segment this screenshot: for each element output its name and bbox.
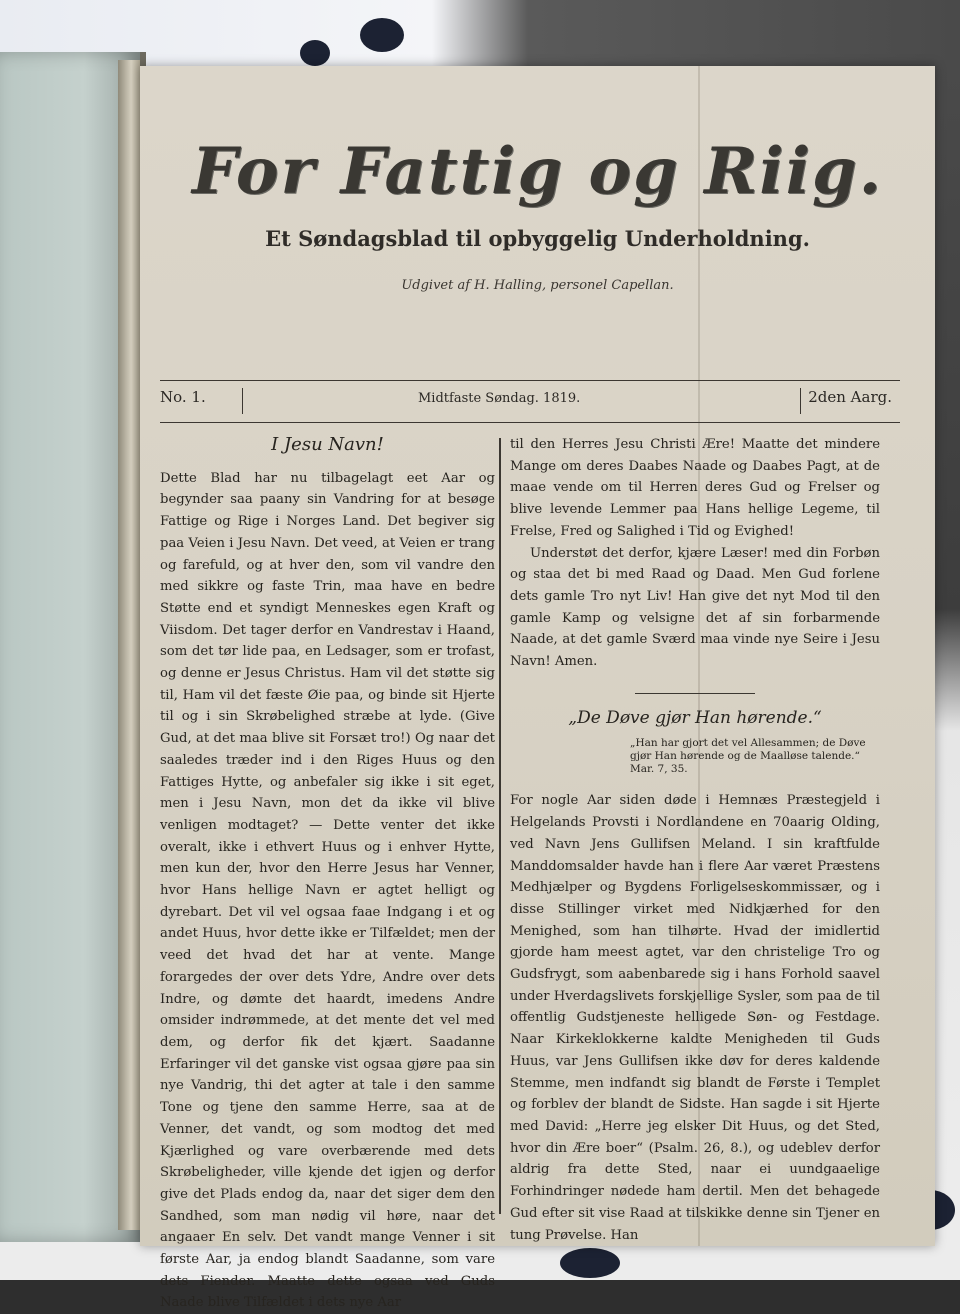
scripture-quote: „Han har gjort det vel Allesammen; de Døve gjør Han hørende og de Maalløse talende.“ Mar. 7, 35. [630, 737, 866, 776]
left-column [160, 434, 495, 1314]
dateline [160, 388, 900, 418]
section-divider [635, 693, 755, 694]
issue-date: Midtfaste Søndag. 1819. [418, 391, 581, 406]
masthead-title: For Fattig og Riig. [191, 134, 884, 209]
masthead-subtitle: Et Søndagsblad til opbyggelig Underholdning. [265, 226, 810, 251]
dateline-bottom-rule [160, 422, 900, 423]
blanket-pattern-spot [360, 18, 404, 52]
dateline-separator [242, 388, 243, 414]
publisher-line: Udgivet af H. Halling, personel Capellan. [401, 278, 674, 293]
second-article-body: For nogle Aar siden døde i Hemnæs Præstegjeld i Helgelands Provsti i Nordlandene en 70aarig Olding, ved Navn Jens Gullifsen Meland. I sin kraftfulde Manddomsalder havde han i flere Aar været Præstens Medhjælper og Bygdens Forligelseskommissær, og i disse Stillinger virket med Nidkjærhed for den Menighed, som han tilhørte. Hvad der imidlertid gjorde ham meest agtet, var den christelige Tro og Gudsfrygt, som aabenbarede sig i hans Forhold saavel under Hverdagslivets forskjellige Sysler, som paa de til offentlig Gudstjeneste helligede Søn- og Festdage. Naar Kirkeklokkerne kaldte Menigheden til Guds Huus, var Jens Gullifsen ikke døv for deres kaldende Stemme, men indfandt sig blandt de Første i Templet og forblev der blandt de Sidste. Han sagde i sit Hjerte med David: „Herre jeg elsker Dit Huus, og det Sted, hvor din Ære boer“ (Psalm. 26, 8.), og udeblev derfor aldrig fra dette Sted, naar ei uundgaaelige Forhindringer nødede ham dertil. Men det behagede Gud efter sit vise Raad at tilskikke denne sin Tjener en tung Prøvelse. Han [510, 793, 880, 1243]
issue-number: No. 1. [160, 388, 206, 406]
article-body-continued: til den Herres Jesu Christi Ære! Maatte det mindere Mange om deres Daabes Naade og Daabes Pagt, at de maae vende om til Herren deres Gud og Frelser og blive levende Lemmer paa Hans hellige Legeme, til Frelse, Fred og Salighed i Tid og Evighed! [510, 437, 880, 539]
dateline-separator [800, 388, 801, 414]
article-title: I Jesu Navn! [271, 434, 384, 455]
right-column [510, 434, 880, 1246]
second-article-title: „De Døve gjør Han hørende.“ [568, 707, 822, 728]
book-spine-edge [118, 60, 140, 1230]
blanket-pattern-spot [560, 1248, 620, 1278]
volume-label: 2den Aarg. [808, 388, 892, 406]
blanket-pattern-spot [300, 40, 330, 66]
column-divider [499, 438, 501, 1214]
newspaper-page [140, 66, 935, 1311]
dateline-top-rule [160, 380, 900, 381]
article-closing: Understøt det derfor, kjære Læser! med din Forbøn og staa det bi med Raad og Daad. Men Gud forlene dets gamle Tro nyt Liv! Han give det nyt Mod til den gamle Kamp og velsigne det af sin forbarmende Naade, at det gamle Sværd maa vinde nye Seire i Jesu Navn! Amen. [510, 545, 880, 670]
article-body: Dette Blad har nu tilbagelagt eet Aar og begynder saa paany sin Vandring for at besøge Fattige og Rige i Norges Land. Det begiver sig paa Veien i Jesu Navn. Det veed, at Veien er trang og farefuld, og at hver den, som vil vandre den med sikkre og faste Trin, maa have en bedre Støtte end et syndigt Menneskes egen Kraft og Viisdom. Det tager derfor en Vandrestav i Haand, som det tør lide paa, en Ledsager, som er trofast, og denne er Jesus Christus. Ham vil det støtte sig til, Ham vil det fæste Øie paa, og binde sit Hjerte til og i sin Skrøbelighed stræbe at lyde. (Give Gud, at det maa blive sit Forsæt tro!) Og naar det saaledes træder ind i den Riges Huus og den Fattiges Hytte, og anbefaler sig ikke i sit eget, men i Jesu Navn, mon det da ikke vil blive venligen modtaget? — Dette venter det ikke overalt, ikke i ethvert Huus og i enhver Hytte, men kun der, hvor den Herre Jesus har Venner, hvor Hans hellige Navn er agtet helligt og dyrebart. Det vil vel ogsaa faae Indgang i et og andet Huus, hvor dette ikke er Tilfældet; men der veed det hvad det har at vente. Mange forargedes der over dets Ydre, Andre over dets Indre, og dømte det haardt, imedens Andre omsider indrømmede, at det mente det vel med dem, og derfor fik det kjært. Saadanne Erfaringer vil det ganske vist ogsaa gjøre paa sin nye Vandrig, thi det agter at tale i den samme Tone og tjene den samme Herre, saa at de Venner, det vandt, og som modtog det med Kjærlighed og vare overbærende med dets Skrøbeligheder, ville kjende det igjen og derfor give det Plads endog da, naar det siger dem den Sandhed, som man nødig vil høre, naar det angaaer En selv. Det vandt mange Venner i sit første Aar, ja endog blandt Saadanne, som vare dets Fiender. Maatte dette ogsaa ved Guds Naade blive Tilfældet i dets nye Aar [160, 470, 495, 1311]
